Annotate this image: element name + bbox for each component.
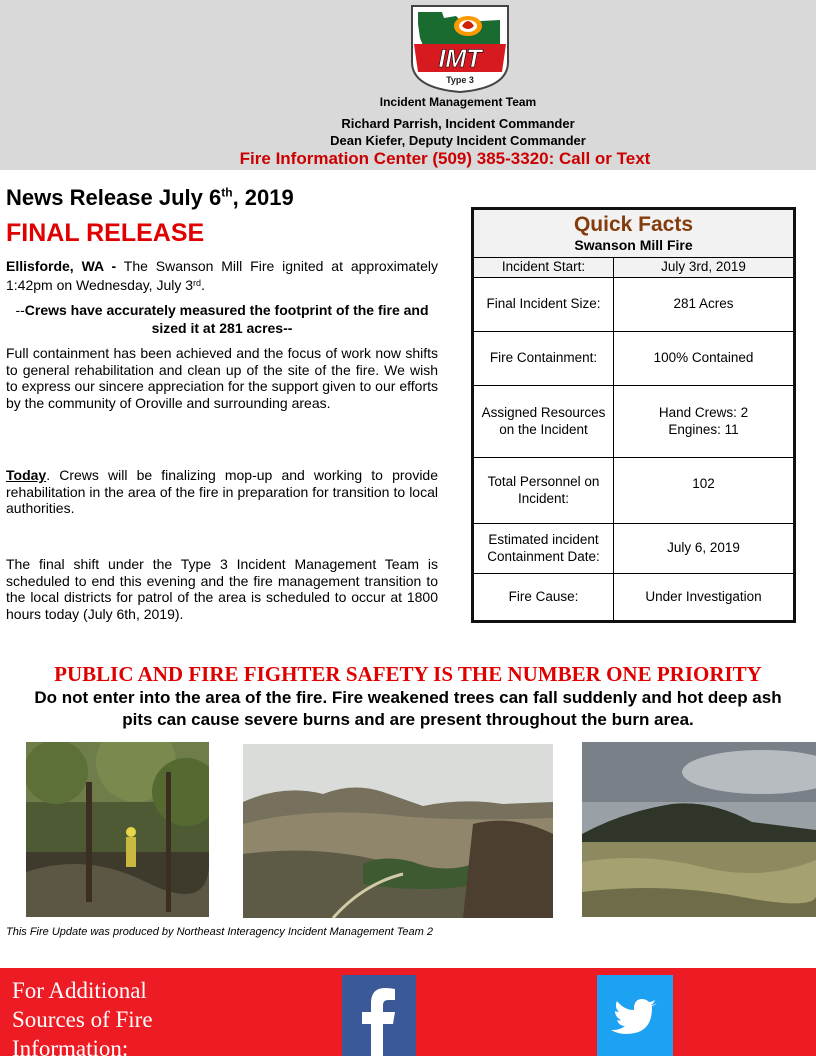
qf-value: July 6, 2019 [667, 540, 740, 556]
header-banner [0, 0, 816, 170]
quick-facts-subtitle: Swanson Mill Fire [574, 237, 693, 253]
update-credit: This Fire Update was produced by Northeast Interagency Incident Management Team 2 [6, 926, 433, 938]
qf-value: 100% Contained [653, 350, 754, 366]
qf-label: Total Personnel on Incident: [474, 458, 614, 523]
valley-burn-photo [243, 744, 553, 918]
crews-text: Crews have accurately measured the footprint of the fire and sized it at 281 acres-- [24, 302, 429, 336]
qf-row-containment [474, 332, 793, 386]
safety-headline: PUBLIC AND FIRE FIGHTER SAFETY IS THE NUMBER ONE PRIORITY [54, 662, 762, 686]
intro-text: The Swanson Mill Fire ignited at approximately 1:42pm on Wednesday, July 3 [6, 258, 438, 293]
qf-row-resources [474, 386, 793, 458]
qf-value: Hand Crews: 2 Engines: 11 [658, 405, 749, 437]
title-prefix: News Release July 6 [6, 185, 222, 210]
additional-sources-text: For Additional Sources of Fire Information: [12, 978, 153, 1056]
news-release-title [6, 185, 294, 211]
firefighter-photo [26, 742, 209, 917]
imt-logo [404, 4, 516, 94]
qf-label: Incident Start: [474, 258, 614, 277]
qf-label: Fire Containment: [474, 332, 614, 385]
today-label: Today [6, 467, 47, 483]
ridge-sagebrush-photo [582, 742, 816, 917]
quick-facts-table [471, 207, 796, 623]
qf-row-final-size [474, 278, 793, 332]
team-title: Incident Management Team [379, 95, 537, 109]
final-release-label: FINAL RELEASE [6, 219, 205, 247]
title-sup: th [221, 185, 233, 200]
title-suffix: , 2019 [232, 185, 294, 210]
today-paragraph [6, 467, 438, 517]
quick-facts-header [474, 210, 793, 258]
deputy-commander: Dean Kiefer, Deputy Incident Commander [330, 133, 586, 148]
info-center-phone[interactable]: Fire Information Center (509) 385-3320: Call or Text [239, 149, 651, 168]
qf-label: Assigned Resources on the Incident [474, 386, 614, 457]
qf-value: 102 [692, 476, 715, 491]
crews-prefix: -- [15, 302, 25, 318]
logo-text: IMT [438, 45, 482, 73]
intro-sup: rd [193, 277, 202, 288]
intro-place: Ellisforde, WA - [6, 258, 117, 274]
qf-value: 281 Acres [673, 296, 734, 312]
twitter-icon[interactable] [597, 975, 673, 1056]
qf-value: Under Investigation [645, 588, 762, 604]
crews-statement [6, 301, 438, 337]
qf-value: July 3rd, 2019 [614, 258, 793, 277]
final-shift-paragraph: The final shift under the Type 3 Incident Management Team is scheduled to end this evening and the fire management transition to the local districts for patrol of the area is scheduled to occur at 1800 hours today (July 6th, 2019). [6, 556, 438, 622]
logo-subtext: Type 3 [446, 75, 474, 85]
intro-paragraph [6, 258, 438, 293]
today-text: . Crews will be finalizing mop-up and working to provide rehabilitation in the area of the fire in preparation for transition to local authorities. [6, 467, 438, 516]
containment-paragraph: Full containment has been achieved and the focus of work now shifts to general rehabilitation and clean up of the site of the fire. We wish to express our sincere appreciation for the support given to our efforts by the community of Oroville and surrounding areas. [6, 345, 438, 411]
qf-label: Fire Cause: [474, 574, 614, 620]
intro-end: . [201, 276, 205, 293]
qf-row-fire-cause [474, 574, 793, 620]
quick-facts-title: Quick Facts [573, 213, 694, 236]
safety-warning: Do not enter into the area of the fire. Fire weakened trees can fall suddenly and hot deep ash pits can cause severe burns and are present throughout the burn area. [34, 688, 782, 729]
qf-row-incident-start [474, 258, 793, 278]
facebook-icon[interactable] [342, 975, 416, 1056]
qf-label: Estimated incident Containment Date: [474, 524, 614, 573]
incident-commander: Richard Parrish, Incident Commander [341, 116, 575, 131]
qf-label: Final Incident Size: [474, 278, 614, 331]
qf-row-containment-date [474, 524, 793, 574]
qf-row-personnel [474, 458, 793, 524]
